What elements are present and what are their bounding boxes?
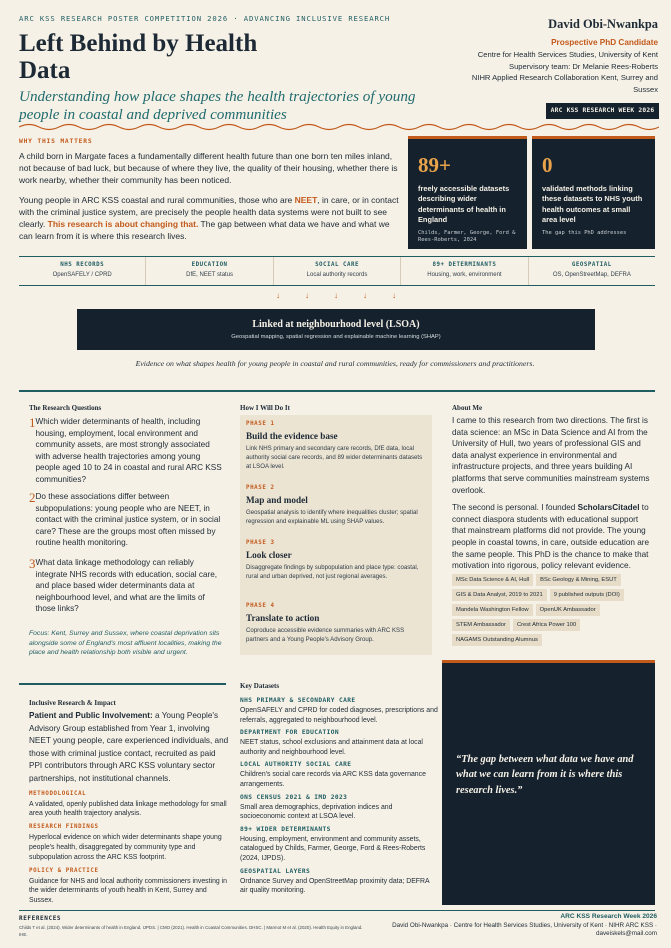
phase-label: PHASE 1 <box>246 421 275 427</box>
phase-title: Translate to action <box>246 613 320 623</box>
source-sub: Housing, work, environment <box>427 272 502 278</box>
dataset-description: Ordnance Survey and OpenStreetMap proximity data; DEFRA air quality monitoring. <box>240 877 430 895</box>
footer-week: ARC KSS Research Week 2026 <box>560 913 657 920</box>
section-divider <box>19 390 655 392</box>
dataset-label: LOCAL AUTHORITY SOCIAL CARE <box>240 761 352 769</box>
footer-credits <box>392 913 657 937</box>
author-arc-cont: Sussex <box>633 84 658 94</box>
question-number: 1 <box>29 415 36 430</box>
dataset-label: GEOSPATIAL LAYERS <box>240 867 311 875</box>
source-title: 89+ DETERMINANTS <box>432 262 497 268</box>
impact-text: Hyperlocal evidence on which wider determinants shape young people's health, disaggregated by community type and subpopulation across the ARC KSS footprint. <box>29 834 222 861</box>
stat-description: validated methods linking these datasets to NHS youth health outcomes at small area level <box>542 184 643 225</box>
ppi-label: Patient and Public Involvement: <box>29 711 153 720</box>
inclusive-section <box>29 710 229 906</box>
ppi-text: a Young People's Advisory Group established from Year 1, involving NEET young people, care experienced individuals, and those with criminal justice contact, recruited as paid PPI contributors through ARC KSS voluntary sector partnerships, not institutional channels. <box>29 711 229 783</box>
phase-description: Coproduce accessible evidence summaries with ARC KSS partners and a Young People's Advisory Group. <box>246 627 405 643</box>
question-text: Do these associations differ between subpopulations: young people who are NEET, in contact with the criminal justice system, or in social care? These are the groups most often missed by routine health monitoring. <box>35 492 221 548</box>
phase-1 <box>246 421 426 471</box>
author-role: Prospective PhD Candidate <box>551 38 658 47</box>
source-sub: DfE, NEET status <box>186 272 234 278</box>
down-arrow-icon: ↓ <box>392 291 396 300</box>
about-text-b: to connect diaspora students with educational support that mainstream platforms did not provide. The young people in coastal towns, in care, outside education are the same people. This PhD is the chance to make that motivation into rigorous, policy relevant evidence. <box>452 503 650 571</box>
question-3 <box>29 557 226 615</box>
research-questions-title: The Research Questions <box>29 404 102 412</box>
why-text-a: Young people in ARC KSS coastal and rural communities, those who are <box>19 194 295 205</box>
source-sub: OS, OpenStreetMap, DEFRA <box>552 272 631 278</box>
poster-subtitle: Understanding how place shapes the health trajectories of young people in coastal and deprived communities <box>19 88 416 123</box>
down-arrow-icon: ↓ <box>363 291 367 300</box>
author-name: David Obi-Nwankpa <box>548 17 658 31</box>
competition-kicker: ARC KSS RESEARCH POSTER COMPETITION 2026 · ADVANCING INCLUSIVE RESEARCH <box>19 14 391 23</box>
dataset-description: NEET status, school exclusions and attainment data at local authority and neighbourhood level. <box>240 739 423 756</box>
phase-4 <box>246 603 426 645</box>
impact-label: RESEARCH FINDINGS <box>29 824 99 831</box>
down-arrow-icon: ↓ <box>305 291 309 300</box>
dataset-label: ONS CENSUS 2021 & IMD 2023 <box>240 793 348 801</box>
poster-title: Left Behind by Health Data <box>19 30 258 84</box>
source-education <box>146 257 273 285</box>
linked-title: Linked at neighbourhood level (LSOA) <box>252 319 420 330</box>
research-week-badge: ARC KSS RESEARCH WEEK 2026 <box>546 103 659 119</box>
stat-description: freely accessible datasets describing wider determinants of health in England <box>418 184 510 225</box>
dataset-label: NHS PRIMARY & SECONDARY CARE <box>240 697 356 704</box>
scholarscitadel-name: ScholarsCitadel <box>577 503 640 513</box>
impact-label: POLICY & PRACTICE <box>29 867 99 874</box>
author-arc: NIHR Applied Research Collaboration Kent, Surrey and <box>471 73 658 83</box>
question-2 <box>29 491 226 549</box>
data-sources-strip <box>19 256 655 286</box>
phase-2 <box>246 485 426 527</box>
stat-card-datasets <box>408 136 527 249</box>
footer-email[interactable]: daveiskels@mail.com <box>596 930 657 937</box>
why-emphasis: This research is about changing that. <box>47 219 199 230</box>
question-number: 2 <box>29 490 36 505</box>
phase-description: Link NHS primary and secondary care records, DfE data, local authority social care records, and 89 wider determinants datasets at LSOA level. <box>246 445 423 470</box>
phases-panel <box>240 415 432 655</box>
about-paragraph-2 <box>452 502 654 572</box>
credential-tag: STEM Ambassador <box>452 619 510 631</box>
about-text-a: The second is personal. I founded <box>452 503 578 513</box>
decorative-wave <box>19 122 659 132</box>
pull-quote: “The gap between what data we have and what we can learn from it is where this research lives.” <box>456 754 634 796</box>
key-datasets-title: Key Datasets <box>240 682 280 690</box>
credential-tag: OpenUK Ambassador <box>536 604 600 616</box>
impact-text: A validated, openly published data linkage methodology for small area youth health trajectory analysis. <box>29 800 227 818</box>
linked-lsoa-box <box>77 309 595 350</box>
question-text: Which wider determinants of health, including housing, employment, local environment and community assets, are most strongly associated with adverse health trajectories among young people aged 10 to 24 in coastal and rural ARC KSS communities? <box>35 417 222 484</box>
about-paragraph-1: I came to this research from two directions. The first is data science: an MSc in Data Science and AI from the University of Hull, two years of professional GIS and data analyst experience in environmental and infrastructure projects, and three years building AI platforms that serve communities mainstream systems overlook. <box>452 416 650 495</box>
question-number: 3 <box>29 556 36 571</box>
dataset-label: 89+ WIDER DETERMINANTS <box>240 825 331 833</box>
author-block <box>423 17 658 95</box>
credential-tag: BSc Geology & Mining, ESUT <box>536 574 621 586</box>
source-sub: Local authority records <box>306 272 368 278</box>
question-1 <box>29 416 226 486</box>
source-geospatial <box>529 257 655 285</box>
inclusive-title: Inclusive Research & Impact <box>29 699 116 707</box>
down-arrow-icon: ↓ <box>276 291 280 300</box>
credential-tag: Mandela Washington Fellow <box>452 604 533 616</box>
phase-3 <box>246 540 426 582</box>
source-title: GEOSPATIAL <box>571 262 612 268</box>
section-divider <box>19 683 226 685</box>
dataset-description: OpenSAFELY and CPRD for coded diagnoses, prescriptions and referrals, aggregated to neighbourhood level. <box>240 707 438 724</box>
credential-tag: GIS & Data Analyst, 2019 to 2021 <box>452 589 547 601</box>
source-nhs <box>19 257 146 285</box>
phase-title: Map and model <box>246 495 308 505</box>
evidence-statement: Evidence on what shapes health for young people in coastal and rural communities, ready for commissioners and practitioners. <box>135 359 535 368</box>
ppi-paragraph <box>29 710 229 786</box>
stat-note: The gap this PhD addresses <box>542 229 627 236</box>
dataset-description: Housing, employment, environment and community assets, catalogued by Childs, Farmer, George, Ford & Rees-Roberts (2024, IJPDS). <box>240 835 426 862</box>
footer-divider <box>19 910 655 911</box>
why-label: WHY THIS MATTERS <box>19 138 93 145</box>
impact-text: Guidance for NHS and local authority commissioners investing in the wider determinants of youth health in Kent, Surrey and Sussex. <box>29 877 228 905</box>
about-title: About Me <box>452 404 483 412</box>
linked-subtitle: Geospatial mapping, spatial regression and explainable machine learning (SHAP) <box>231 334 441 340</box>
source-title: NHS RECORDS <box>60 262 105 268</box>
credential-tag: NAGAMS Outstanding Alumnus <box>452 634 542 646</box>
dataset-label: DEPARTMENT FOR EDUCATION <box>240 729 340 737</box>
phase-label: PHASE 4 <box>246 603 275 609</box>
references-text: Childs T et al. (2024). Wider determinants of health in England. IJPDS. | CMO (2021). Health in Coastal Communities. DHSC. | Marmot M et al. (2020). Health Equity in England. IHE. <box>19 925 363 937</box>
stat-note: Childs, Farmer, George, Ford & Rees-Roberts, 2024 <box>418 229 516 244</box>
neet-highlight: NEET <box>294 194 318 205</box>
why-text-c: The gap between what data we have and what we can learn from it is where this research lives. <box>19 219 390 242</box>
source-title: SOCIAL CARE <box>315 262 359 268</box>
source-sub: OpenSAFELY / CPRD <box>52 272 112 278</box>
impact-label: METHODOLOGICAL <box>29 790 87 797</box>
focus-note: Focus: Kent, Surrey and Sussex, where coastal deprivation sits alongside some of England's most affluent localities, making the place and health relationship both visible and urgent. <box>29 630 222 657</box>
phase-title: Look closer <box>246 550 292 560</box>
down-arrow-icon: ↓ <box>334 291 338 300</box>
about-text <box>452 415 654 578</box>
credential-tags <box>452 574 657 646</box>
references-title: REFERENCES <box>19 915 62 922</box>
source-social-care <box>274 257 401 285</box>
why-text-b: , in care, or in contact with the criminal justice system, are precisely the people health data systems were not built to see clearly. <box>19 194 399 230</box>
how-title: How I Will Do It <box>240 404 290 412</box>
phase-description: Geospatial analysis to identify where inequalities cluster; spatial regression and explainable ML using SHAP values. <box>246 509 418 525</box>
why-paragraph-1: A child born in Margate faces a fundamentally different health future than one born ten miles inland, not because of bad luck, but because of where they live, the quality of their housing, whether there is work nearby, whether their community has been noticed. <box>19 151 398 186</box>
why-paragraph-2 <box>19 194 399 243</box>
source-determinants <box>401 257 528 285</box>
phase-title: Build the evidence base <box>246 431 338 441</box>
author-affiliation: Centre for Health Services Studies, University of Kent <box>477 50 658 59</box>
stat-number: 0 <box>542 153 553 177</box>
stat-number: 89+ <box>418 153 451 177</box>
phase-label: PHASE 3 <box>246 540 275 546</box>
phase-description: Disaggregate findings by subpopulation and place type: coastal, rural and urban deprived, not just regional averages. <box>246 564 419 580</box>
question-text: What data linkage methodology can reliably integrate NHS records with education, social care, and place based wider determinants data at neighbourhood level, and what are the limits of those links? <box>35 558 218 614</box>
dataset-description: Small area demographics, deprivation indices and socioeconomic context at LSOA level. <box>240 803 393 821</box>
credential-tag: MSc Data Science & AI, Hull <box>452 574 533 586</box>
dataset-description: Children's social care records via ARC KSS data governance arrangements. <box>240 771 426 788</box>
phase-label: PHASE 2 <box>246 485 275 491</box>
stat-card-methods <box>532 136 655 249</box>
flow-arrows <box>0 291 671 303</box>
datasets-list <box>240 693 438 896</box>
footer-author-line: David Obi-Nwankpa · Centre for Health Services Studies, University of Kent · NIHR ARC KSS · <box>392 922 657 929</box>
credential-tag: 9 published outputs (DOI) <box>550 589 624 601</box>
source-title: EDUCATION <box>191 262 228 268</box>
author-supervisor: Supervisory team: Dr Melanie Rees-Roberts <box>509 61 658 71</box>
credential-tag: Crest Africa Power 100 <box>513 619 580 631</box>
why-text <box>19 150 399 249</box>
